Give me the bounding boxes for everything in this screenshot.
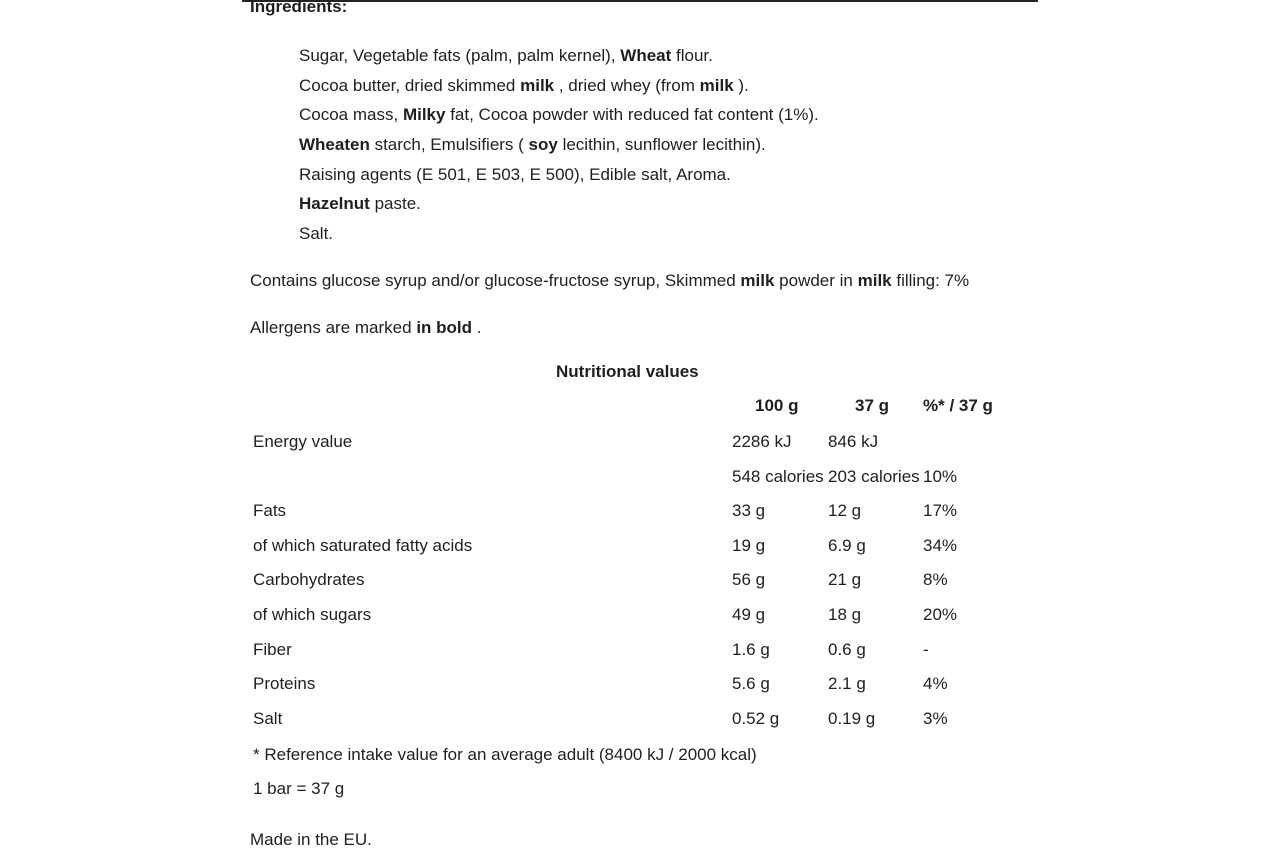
nutrient-label: Fiber	[253, 639, 292, 659]
text-segment: Sugar, Vegetable fats (palm, palm kernel),	[299, 46, 621, 65]
reference-footnote: * Reference intake value for an average adult (8400 kJ / 2000 kcal)	[253, 745, 757, 764]
ingredient-line	[299, 71, 819, 101]
ingredient-line	[299, 189, 819, 219]
text-segment: Raising agents (E 501, E 503, E 500), Edible salt, Aroma.	[299, 164, 731, 184]
contains-line	[250, 268, 969, 294]
nutrient-label: Salt	[253, 708, 283, 728]
text-segment: , dried whey (from	[554, 75, 700, 95]
nutrient-label: Carbohydrates	[253, 570, 365, 590]
percent-reference: 4%	[923, 674, 948, 694]
percent-reference: 20%	[923, 605, 958, 624]
value-per-100g: 2286 kJ	[732, 432, 792, 451]
text-segment: powder in	[774, 271, 858, 290]
value-per-serving: 203 calories	[828, 466, 920, 486]
nutrition-title: Nutritional values	[556, 362, 699, 381]
allergen-word: milk	[699, 75, 734, 95]
nutrient-label: Proteins	[253, 674, 316, 694]
value-per-100g: 548 calories	[732, 466, 824, 486]
col-header-37g: 37 g	[855, 396, 890, 415]
text-segment: ).	[733, 75, 749, 95]
allergen-word: in bold	[416, 318, 473, 337]
value-per-serving: 12 g	[828, 501, 862, 521]
allergen-word: soy	[528, 135, 558, 155]
text-segment: Allergens are marked	[250, 318, 417, 337]
value-per-serving: 21 g	[828, 570, 862, 590]
ingredient-line	[299, 130, 819, 160]
ingredient-line	[299, 160, 819, 190]
value-per-serving: 6.9 g	[828, 535, 866, 555]
allergen-word: milk	[857, 271, 892, 290]
text-segment: starch, Emulsifiers (	[369, 135, 529, 155]
col-header-100g: 100 g	[755, 396, 799, 415]
allergen-word: milk	[520, 75, 555, 95]
value-per-serving: 846 kJ	[828, 432, 879, 451]
nutrition-row	[0, 563, 1280, 598]
value-per-serving: 18 g	[828, 605, 862, 624]
nutrient-label: Fats	[253, 501, 287, 521]
nutrition-row	[0, 598, 1280, 633]
value-per-100g: 33 g	[732, 501, 766, 521]
percent-reference: -	[923, 639, 929, 659]
nutrition-row	[0, 702, 1280, 737]
nutrition-row	[0, 460, 1280, 495]
nutrition-row	[0, 667, 1280, 702]
nutrition-row	[0, 633, 1280, 668]
value-per-100g: 5.6 g	[732, 674, 770, 694]
nutrition-row	[0, 425, 1280, 460]
ingredient-line	[299, 100, 819, 130]
value-per-serving: 0.6 g	[828, 639, 866, 659]
text-segment: filling: 7%	[891, 271, 970, 290]
ingredients-heading: Ingredients:	[250, 0, 348, 16]
percent-reference: 34%	[923, 535, 958, 555]
ingredient-line	[299, 41, 819, 71]
percent-reference: 10%	[923, 466, 958, 486]
nutrient-label: Energy value	[253, 432, 353, 451]
text-segment: Contains glucose syrup and/or glucose-fructose syrup, Skimmed	[250, 271, 741, 290]
nutrition-row	[0, 494, 1280, 529]
text-segment: Cocoa mass,	[299, 105, 403, 125]
value-per-serving: 2.1 g	[828, 674, 866, 694]
allergen-word: Milky	[402, 105, 446, 125]
serving-size: 1 bar = 37 g	[253, 779, 345, 798]
allergen-word: Hazelnut	[299, 194, 370, 214]
value-per-100g: 19 g	[732, 535, 766, 555]
value-per-100g: 49 g	[732, 605, 766, 624]
col-header-percent: %* / 37 g	[923, 396, 993, 415]
text-segment: .	[472, 318, 482, 337]
text-segment: flour.	[671, 46, 713, 65]
text-segment: Cocoa butter, dried skimmed	[299, 75, 521, 95]
percent-reference: 3%	[923, 708, 948, 728]
text-segment: lecithin, sunflower lecithin).	[557, 135, 766, 155]
nutrient-label: of which sugars	[253, 605, 372, 624]
allergens-note	[250, 315, 481, 341]
ingredients-list	[299, 41, 819, 249]
nutrient-label: of which saturated fatty acids	[253, 535, 473, 555]
origin-text: Made in the EU.	[250, 830, 372, 849]
percent-reference: 17%	[923, 501, 958, 521]
allergen-word: Wheaten	[299, 135, 370, 155]
value-per-100g: 0.52 g	[732, 708, 780, 728]
value-per-100g: 56 g	[732, 570, 766, 590]
nutrition-row	[0, 529, 1280, 564]
text-segment: Salt.	[299, 224, 334, 244]
ingredient-line	[299, 219, 819, 249]
allergen-word: Wheat	[620, 46, 672, 65]
allergen-word: milk	[740, 271, 775, 290]
value-per-serving: 0.19 g	[828, 708, 876, 728]
value-per-100g: 1.6 g	[732, 639, 770, 659]
text-segment: paste.	[369, 194, 421, 214]
percent-reference: 8%	[923, 570, 948, 590]
top-divider	[242, 0, 1038, 2]
text-segment: fat, Cocoa powder with reduced fat content (1%).	[445, 105, 819, 125]
